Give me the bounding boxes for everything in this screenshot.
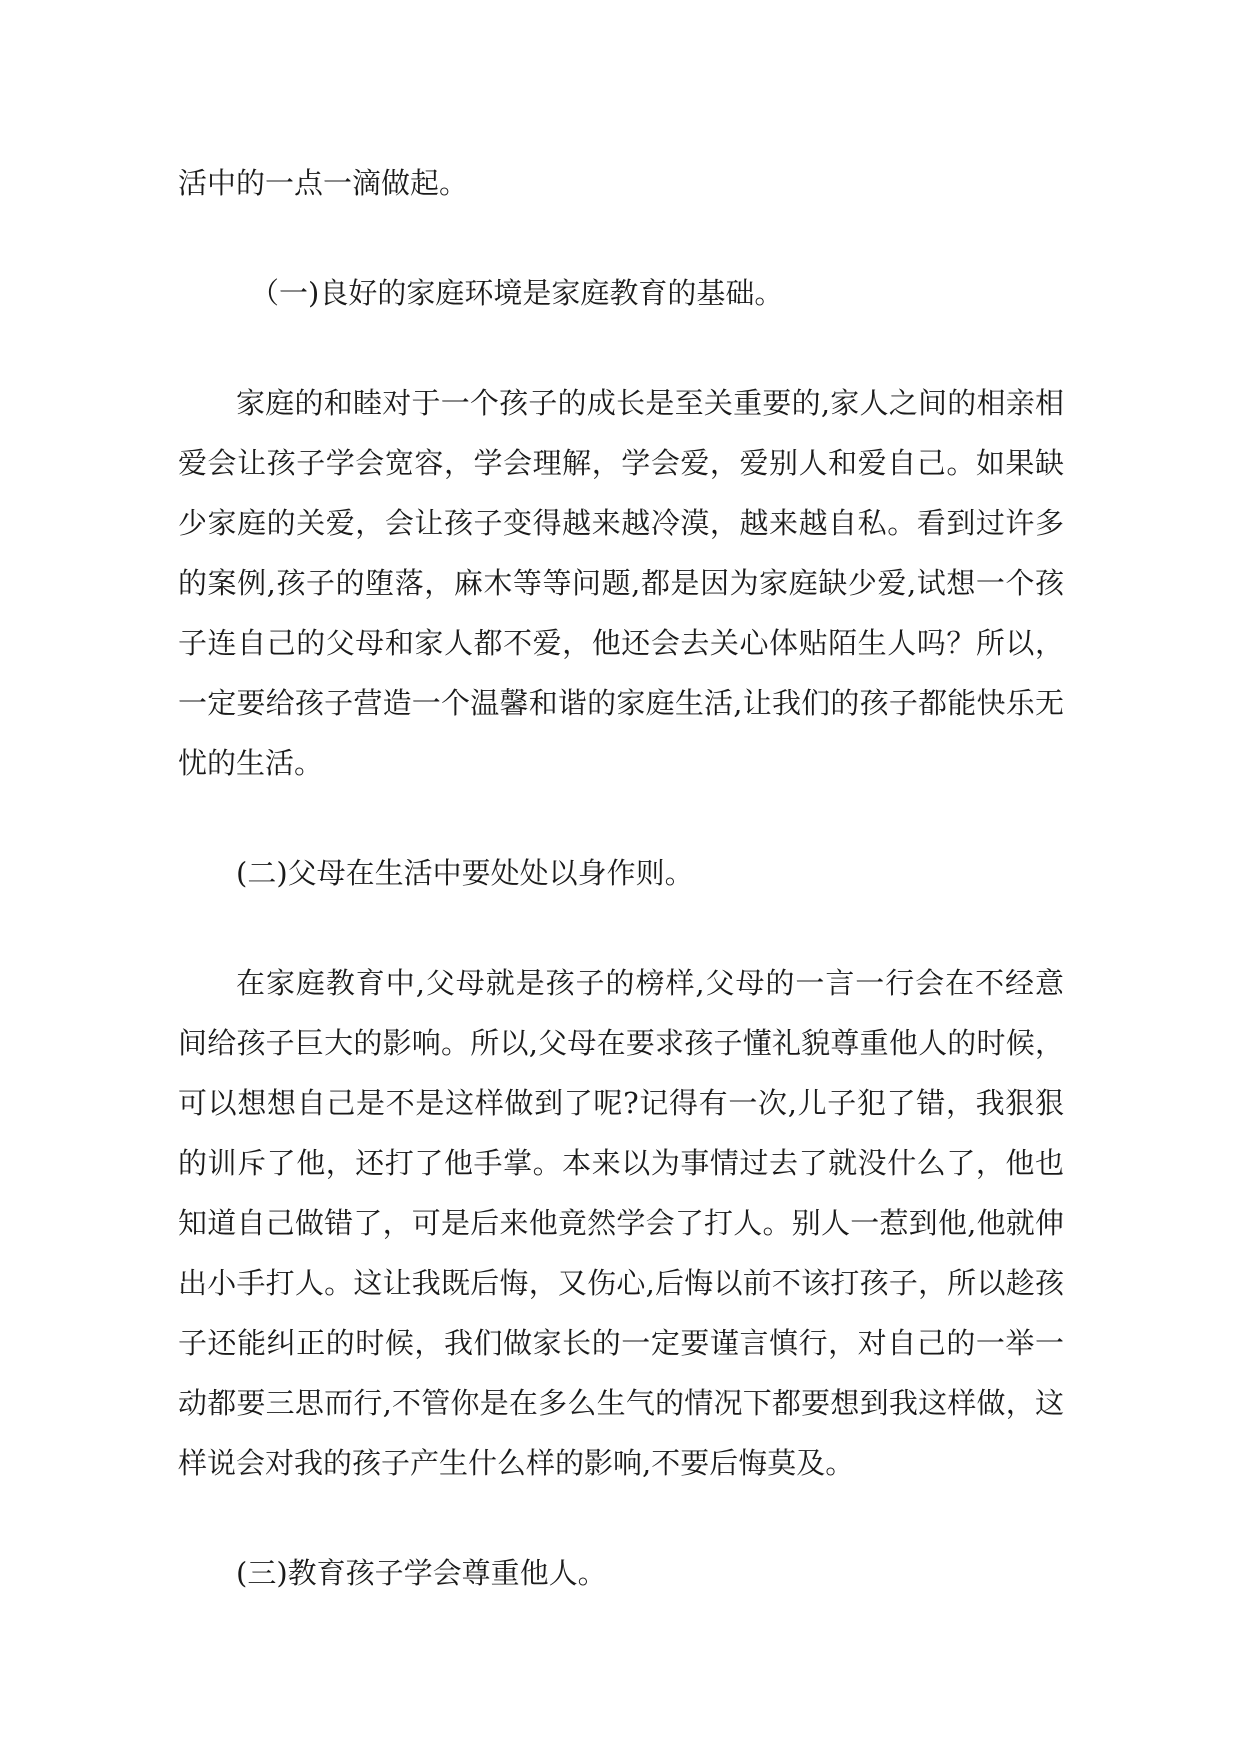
section-heading-3: (三)教育孩子学会尊重他人。 bbox=[236, 1556, 607, 1590]
document-body bbox=[178, 153, 1064, 1603]
paragraph-continuation: 活中的一点一滴做起。 bbox=[178, 166, 469, 200]
paragraph-parents-example: 在家庭教育中,父母就是孩子的榜样,父母的一言一行会在不经意间给孩子巨大的影响。所以,父母在要求孩子懂礼貌尊重他人的时候，可以想想自己是不是这样做到了呢?记得有一次,儿子犯了错，我狠狠的训斥了他，还打了他手掌。本来以为事情过去了就没什么了，他也知道自己做错了，可是后来他竟然学会了打人。别人一惹到他,他就伸出小手打人。这让我既后悔，又伤心,后悔以前不该打孩子，所以趁孩子还能纠正的时候，我们做家长的一定要谨言慎行，对自己的一举一动都要三思而行,不管你是在多么生气的情况下都要想到我这样做，这样说会对我的孩子产生什么样的影响,不要后悔莫及。 bbox=[178, 966, 1064, 1480]
section-heading-2: (二)父母在生活中要处处以身作则。 bbox=[236, 856, 694, 890]
paragraph-family-harmony: 家庭的和睦对于一个孩子的成长是至关重要的,家人之间的相亲相爱会让孩子学会宽容，学会理解，学会爱，爱别人和爱自己。如果缺少家庭的关爱，会让孩子变得越来越冷漠，越来越自私。看到过许多的案例,孩子的堕落，麻木等等问题,都是因为家庭缺少爱,试想一个孩子连自己的父母和家人都不爱，他还会去关心体贴陌生人吗？所以，一定要给孩子营造一个温馨和谐的家庭生活,让我们的孩子都能快乐无忧的生活。 bbox=[178, 386, 1064, 780]
section-heading-1: （一)良好的家庭环境是家庭教育的基础。 bbox=[250, 276, 784, 310]
